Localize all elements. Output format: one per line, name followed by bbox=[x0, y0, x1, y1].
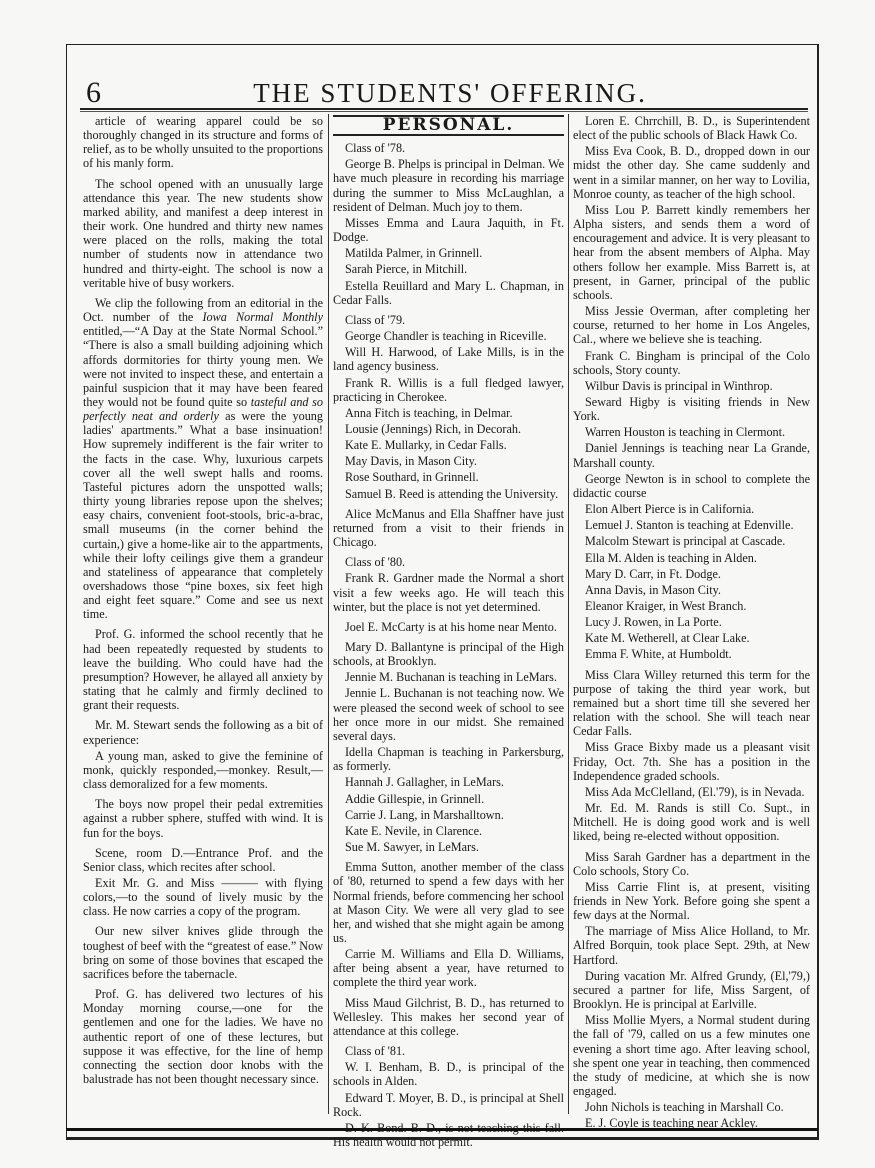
paragraph bbox=[573, 379, 810, 393]
paragraph bbox=[83, 296, 323, 622]
paragraph bbox=[333, 670, 564, 684]
paragraph bbox=[333, 470, 564, 484]
text-segment: D. K. Bond. B. D., is not teaching this fall. His health would not permit. bbox=[333, 1120, 564, 1149]
text-segment: May Davis, in Mason City. bbox=[345, 454, 477, 469]
text-segment: Carrie M. Williams and Ella D. Williams, after being absent a year, have returned to complete the third year work. bbox=[333, 947, 564, 990]
text-segment: The boys now propel their pedal extremities against a rubber sphere, stuffed with wind. It is fun for the boys. bbox=[83, 797, 323, 840]
paragraph bbox=[573, 502, 810, 516]
paragraph bbox=[573, 740, 810, 782]
paragraph bbox=[333, 329, 564, 343]
text-segment: A young man, asked to give the feminine of monk, quickly responded,—monkey. Result,—class demoralized for a few moments. bbox=[83, 748, 323, 792]
text-segment: Miss Jessie Overman, after completing her course, returned to her home in Los Angeles, Cal., where we believe she is teaching. bbox=[573, 304, 810, 347]
text-segment: Lucy J. Rowen, in La Porte. bbox=[585, 615, 722, 630]
text-segment: Jennie L. Buchanan is not teaching now. We were pleased the second week of school to see her once more in our midst. She remained several days. bbox=[333, 686, 564, 743]
paragraph bbox=[333, 454, 564, 468]
paragraph bbox=[333, 1060, 564, 1088]
paragraph bbox=[333, 507, 564, 549]
paragraph bbox=[83, 627, 323, 712]
text-segment: Frank C. Bingham is principal of the Colo schools, Story county. bbox=[573, 348, 810, 377]
text-segment: Kate M. Wetherell, at Clear Lake. bbox=[585, 631, 750, 646]
paragraph bbox=[333, 262, 564, 276]
paragraph bbox=[333, 555, 564, 569]
text-segment: Idella Chapman is teaching in Parkersburg, as formerly. bbox=[333, 745, 564, 774]
paragraph bbox=[573, 472, 810, 500]
text-segment: Sarah Pierce, in Mitchill. bbox=[345, 262, 468, 277]
column-divider bbox=[568, 114, 569, 1114]
paragraph bbox=[333, 996, 564, 1038]
text-segment: Samuel B. Reed is attending the University. bbox=[345, 486, 559, 501]
paragraph bbox=[83, 846, 323, 874]
italic-text: Iowa Normal Monthly bbox=[202, 310, 323, 325]
text-segment: Miss Eva Cook, B. D., dropped down in our midst the other day. She came suddenly and went in a similar manner, on her way to Lovilia, Monroe county, as teacher of the high school. bbox=[573, 144, 810, 201]
paragraph bbox=[573, 534, 810, 548]
paragraph bbox=[333, 313, 564, 327]
text-segment: The marriage of Miss Alice Holland, to Mr. Alfred Borquin, took place Sept. 29th, at New Hartford. bbox=[573, 924, 810, 967]
paragraph bbox=[333, 840, 564, 854]
text-segment: Emma F. White, at Humboldt. bbox=[585, 647, 732, 662]
text-segment: Warren Houston is teaching in Clermont. bbox=[585, 425, 786, 440]
paragraph bbox=[333, 792, 564, 806]
text-segment: Seward Higby is visiting friends in New York. bbox=[573, 394, 810, 424]
text-segment: Anna Davis, in Mason City. bbox=[585, 582, 721, 597]
text-segment: Miss Lou P. Barrett kindly remembers her Alpha sisters, and sends them a word of encouragement and advice. It is very pleasant to hear from the absent members of Alpha. May others follow her example. Miss Barrett is, at present, in Garner, principal of the public schools. bbox=[573, 202, 810, 302]
text-segment: Miss Ada McClelland, (El.'79), is in Nevada. bbox=[585, 784, 805, 799]
text-segment: E. J. Coyle is teaching near Ackley. bbox=[585, 1116, 758, 1131]
paragraph bbox=[573, 1013, 810, 1098]
paragraph bbox=[573, 441, 810, 469]
text-segment: Lousie (Jennings) Rich, in Decorah. bbox=[345, 421, 521, 436]
text-segment: Estella Reuillard and Mary L. Chapman, in Cedar Falls. bbox=[333, 278, 564, 307]
text-segment: Class of '80. bbox=[345, 555, 406, 570]
text-segment: Jennie M. Buchanan is teaching in LeMars. bbox=[345, 670, 557, 685]
paragraph bbox=[333, 157, 564, 214]
paragraph bbox=[333, 686, 564, 743]
text-segment: We clip the following from an editorial in the Oct. number of the bbox=[83, 295, 323, 325]
paragraph bbox=[573, 631, 810, 645]
paragraph bbox=[83, 876, 323, 918]
paragraph bbox=[333, 808, 564, 822]
text-segment: Elon Albert Pierce is in California. bbox=[585, 502, 755, 517]
paragraph bbox=[573, 647, 810, 661]
paragraph bbox=[573, 551, 810, 565]
text-segment: Malcolm Stewart is principal at Cascade. bbox=[585, 534, 786, 549]
text-segment: Eleanor Kraiger, in West Branch. bbox=[585, 599, 747, 613]
paragraph bbox=[333, 620, 564, 634]
text-segment: Kate E. Mullarky, in Cedar Falls. bbox=[345, 438, 507, 453]
masthead-title: THE STUDENTS' OFFERING. bbox=[253, 78, 647, 108]
paragraph bbox=[573, 114, 810, 142]
text-segment: as were the young ladies' apartments.” What a base insinuation! How supremely indifferent is the fair writer to the facts in the case. Why, luxurious carpets cover all the well swept halls and rooms. Tasteful pictures adorn the unspotted walls; thirty young libraries repose upon the shelves; easy chairs, convenient foot-stools, bric-a-brac, small museums (in the corner behind the curtain,) give a home-like air to the appartments, while their lofty ceilings give them a grandeur and stateliness of appearance that completely overshadows those “pine boxes, six feet high and eight feet square.” Come and see us next time. bbox=[83, 409, 323, 622]
column-2-personal bbox=[333, 114, 564, 1151]
text-segment: Prof. G. has delivered two lectures of his Monday morning course,—one for the gentlemen and one for the ladies. We have no authentic report of one of these lectures, but suppose it was effective, for the line of hemp connecting the section door knobs with the balustrade has not been thought necessary since. bbox=[83, 987, 323, 1086]
text-segment: During vacation Mr. Alfred Grundy, (El,'79,) secured a partner for life, Miss Sargent, of Brooklyn. He is principal at Earlville. bbox=[573, 968, 810, 1012]
text-segment: Daniel Jennings is teaching near La Grande, Marshall county. bbox=[573, 441, 810, 470]
paragraph bbox=[573, 1100, 810, 1114]
text-segment: Miss Sarah Gardner has a department in the Colo schools, Story Co. bbox=[573, 849, 810, 878]
paragraph bbox=[333, 947, 564, 989]
text-segment: Miss Maud Gilchrist, B. D., has returned to Wellesley. This makes her second year of attendance at this college. bbox=[333, 995, 564, 1038]
paragraph bbox=[573, 395, 810, 423]
text-segment: Miss Mollie Myers, a Normal student during the fall of '79, called on us a few minutes one evening a short time ago. After leaving school, she spent one year in teaching, then commenced the study of medicine, at which she is now engaged. bbox=[573, 1013, 810, 1098]
paragraph bbox=[333, 571, 564, 613]
text-segment: Rose Southard, in Grinnell. bbox=[345, 470, 479, 485]
text-segment: Joel E. McCarty is at his home near Mento. bbox=[345, 619, 557, 634]
paragraph bbox=[83, 797, 323, 839]
text-segment: Anna Fitch is teaching, in Delmar. bbox=[345, 405, 513, 420]
text-segment: Alice McManus and Ella Shaffner have just returned from a visit to their friends in Chicago. bbox=[333, 506, 564, 550]
text-segment: article of wearing apparel could be so thoroughly changed in its structure and forms of relief, as to be wholly unsuited to the proportions of his manly form. bbox=[83, 114, 323, 171]
paragraph bbox=[573, 880, 810, 922]
paragraph bbox=[333, 438, 564, 452]
text-segment: George Chandler is teaching in Riceville. bbox=[345, 329, 547, 344]
text-segment: George Newton is in school to complete the didactic course bbox=[573, 471, 810, 500]
column-1 bbox=[83, 114, 323, 1088]
paragraph bbox=[83, 987, 323, 1086]
paragraph bbox=[573, 144, 810, 201]
paragraph bbox=[573, 203, 810, 302]
section-heading: PERSONAL. bbox=[333, 115, 564, 136]
text-segment: The school opened with an unusually large attendance this year. The new students show marked ability, and manifest a deep interest in their work. One hundred and thirty new names were placed on the rolls, making the total number of students now in attendance two hundred and thirty-eight. The school is now a veritable hive of busy workers. bbox=[83, 176, 323, 290]
text-segment: Mr. Ed. M. Rands is still Co. Supt., in Mitchell. He is doing good work and is well liked, being re-elected without opposition. bbox=[573, 801, 810, 844]
text-segment: Miss Clara Willey returned this term for the purpose of taking the third year work, but remained but a short time till she severed her relation with the school. She will teach near Cedar Falls. bbox=[573, 667, 810, 739]
italic-text: tasteful and so perfectly neat and orderly bbox=[83, 394, 323, 424]
paragraph bbox=[573, 801, 810, 843]
paragraph bbox=[333, 406, 564, 420]
text-segment: Miss Carrie Flint is, at present, visiting friends in New York. Before going she spent a few days at the Normal. bbox=[573, 879, 810, 923]
paragraph bbox=[83, 718, 323, 746]
paragraph bbox=[83, 177, 323, 290]
page-number: 6 bbox=[86, 76, 101, 109]
paragraph bbox=[333, 1121, 564, 1149]
text-segment: George B. Phelps is principal in Delman. We have much pleasure in recording his marriage during the summer to Miss McLaughlan, a resident of Delman. Much joy to them. bbox=[333, 157, 564, 214]
paragraph bbox=[333, 246, 564, 260]
text-segment: John Nichols is teaching in Marshall Co. bbox=[585, 1100, 784, 1115]
paragraph bbox=[333, 1044, 564, 1058]
text-segment: Emma Sutton, another member of the class of '80, returned to spend a few days with her Normal friends, before commencing her school at Mason City. We were all very glad to see her, and wished that she might again be among us. bbox=[333, 860, 564, 945]
paragraph bbox=[573, 425, 810, 439]
text-segment: Frank R. Willis is a full fledged lawyer, practicing in Cherokee. bbox=[333, 375, 564, 404]
text-segment: W. I. Benham, B. D., is principal of the schools in Alden. bbox=[333, 1060, 564, 1089]
paragraph bbox=[333, 745, 564, 773]
text-segment: Miss Grace Bixby made us a pleasant visit Friday, Oct. 7th. She has a position in the Independence graded schools. bbox=[573, 740, 810, 783]
paragraph bbox=[83, 924, 323, 981]
text-segment: Will H. Harwood, of Lake Mills, is in the land agency business. bbox=[333, 345, 564, 374]
text-segment: Scene, room D.—Entrance Prof. and the Senior class, which recites after school. bbox=[83, 845, 323, 874]
paragraph bbox=[573, 924, 810, 966]
text-segment: Mary D. Ballantyne is principal of the High schools, at Brooklyn. bbox=[333, 640, 564, 669]
text-segment: Mr. M. Stewart sends the following as a bit of experience: bbox=[83, 718, 323, 747]
footer-rule bbox=[66, 1128, 818, 1131]
text-segment: Frank R. Gardner made the Normal a short visit a few weeks ago. He will teach this winter, but the place is not yet determined. bbox=[333, 571, 564, 614]
text-segment: Edward T. Moyer, B. D., is principal at Shell Rock. bbox=[333, 1090, 564, 1119]
paragraph bbox=[573, 599, 810, 613]
text-segment: Sue M. Sawyer, in LeMars. bbox=[345, 840, 479, 855]
paragraph bbox=[333, 640, 564, 668]
paragraph bbox=[573, 969, 810, 1011]
text-segment: entitled,—“A Day at the State Normal School.” “There is also a small building adjoining which affords dormitories for thirty young men. We were not invited to inspect these, and entertain a painful suspicion that it may have been feared they would not be found quite so bbox=[83, 324, 323, 409]
text-segment: Exit Mr. G. and Miss ——— with flying colors,—to the sound of lively music by the class. He now carries a copy of the program. bbox=[83, 875, 323, 919]
paragraph bbox=[573, 668, 810, 739]
paragraph bbox=[573, 518, 810, 532]
text-segment: Matilda Palmer, in Grinnell. bbox=[345, 246, 483, 261]
paragraph bbox=[573, 615, 810, 629]
paragraph bbox=[333, 487, 564, 501]
text-segment: Misses Emma and Laura Jaquith, in Ft. Dodge. bbox=[333, 215, 564, 245]
text-segment: Class of '79. bbox=[345, 312, 406, 327]
paragraph bbox=[333, 345, 564, 373]
paragraph bbox=[573, 785, 810, 799]
paragraph bbox=[333, 860, 564, 945]
text-segment: Hannah J. Gallagher, in LeMars. bbox=[345, 775, 504, 790]
text-segment: Lemuel J. Stanton is teaching at Edenville. bbox=[585, 518, 794, 533]
text-segment: Wilbur Davis is principal in Winthrop. bbox=[585, 378, 773, 393]
paragraph bbox=[333, 376, 564, 404]
paragraph bbox=[573, 349, 810, 377]
paragraph bbox=[573, 583, 810, 597]
text-segment: Mary D. Carr, in Ft. Dodge. bbox=[585, 566, 721, 581]
text-segment: Class of '78. bbox=[345, 141, 406, 156]
paragraph bbox=[573, 850, 810, 878]
column-divider bbox=[328, 114, 329, 1114]
text-segment: Our new silver knives glide through the toughest of beef with the “greatest of ease.” Now bring on some of those bovines that escaped the sacrifices before the tabernacle. bbox=[83, 924, 323, 981]
text-segment: Ella M. Alden is teaching in Alden. bbox=[585, 550, 757, 565]
text-segment: Addie Gillespie, in Grinnell. bbox=[345, 791, 485, 806]
paragraph bbox=[333, 824, 564, 838]
text-segment: Kate E. Nevile, in Clarence. bbox=[345, 823, 483, 838]
paragraph bbox=[333, 141, 564, 155]
paragraph bbox=[573, 304, 810, 346]
text-segment: Prof. G. informed the school recently that he had been repeatedly requested by students to leave the building. Who could have had the presumption? However, he allayed all anxiety by stating that he calmly and firmly declined to grant their requests. bbox=[83, 627, 323, 713]
paragraph bbox=[573, 567, 810, 581]
text-segment: Carrie J. Lang, in Marshalltown. bbox=[345, 807, 504, 822]
paragraph bbox=[83, 114, 323, 171]
paragraph bbox=[333, 422, 564, 436]
text-segment: Class of '81. bbox=[345, 1044, 406, 1059]
header-rule bbox=[80, 108, 808, 112]
paragraph bbox=[333, 216, 564, 244]
text-segment: Loren E. Chrrchill, B. D., is Superintendent elect of the public schools of Black Hawk Co. bbox=[573, 114, 810, 143]
column-3 bbox=[573, 114, 810, 1132]
paragraph bbox=[333, 1091, 564, 1119]
paragraph bbox=[83, 749, 323, 791]
paragraph bbox=[333, 775, 564, 789]
paragraph bbox=[333, 279, 564, 307]
